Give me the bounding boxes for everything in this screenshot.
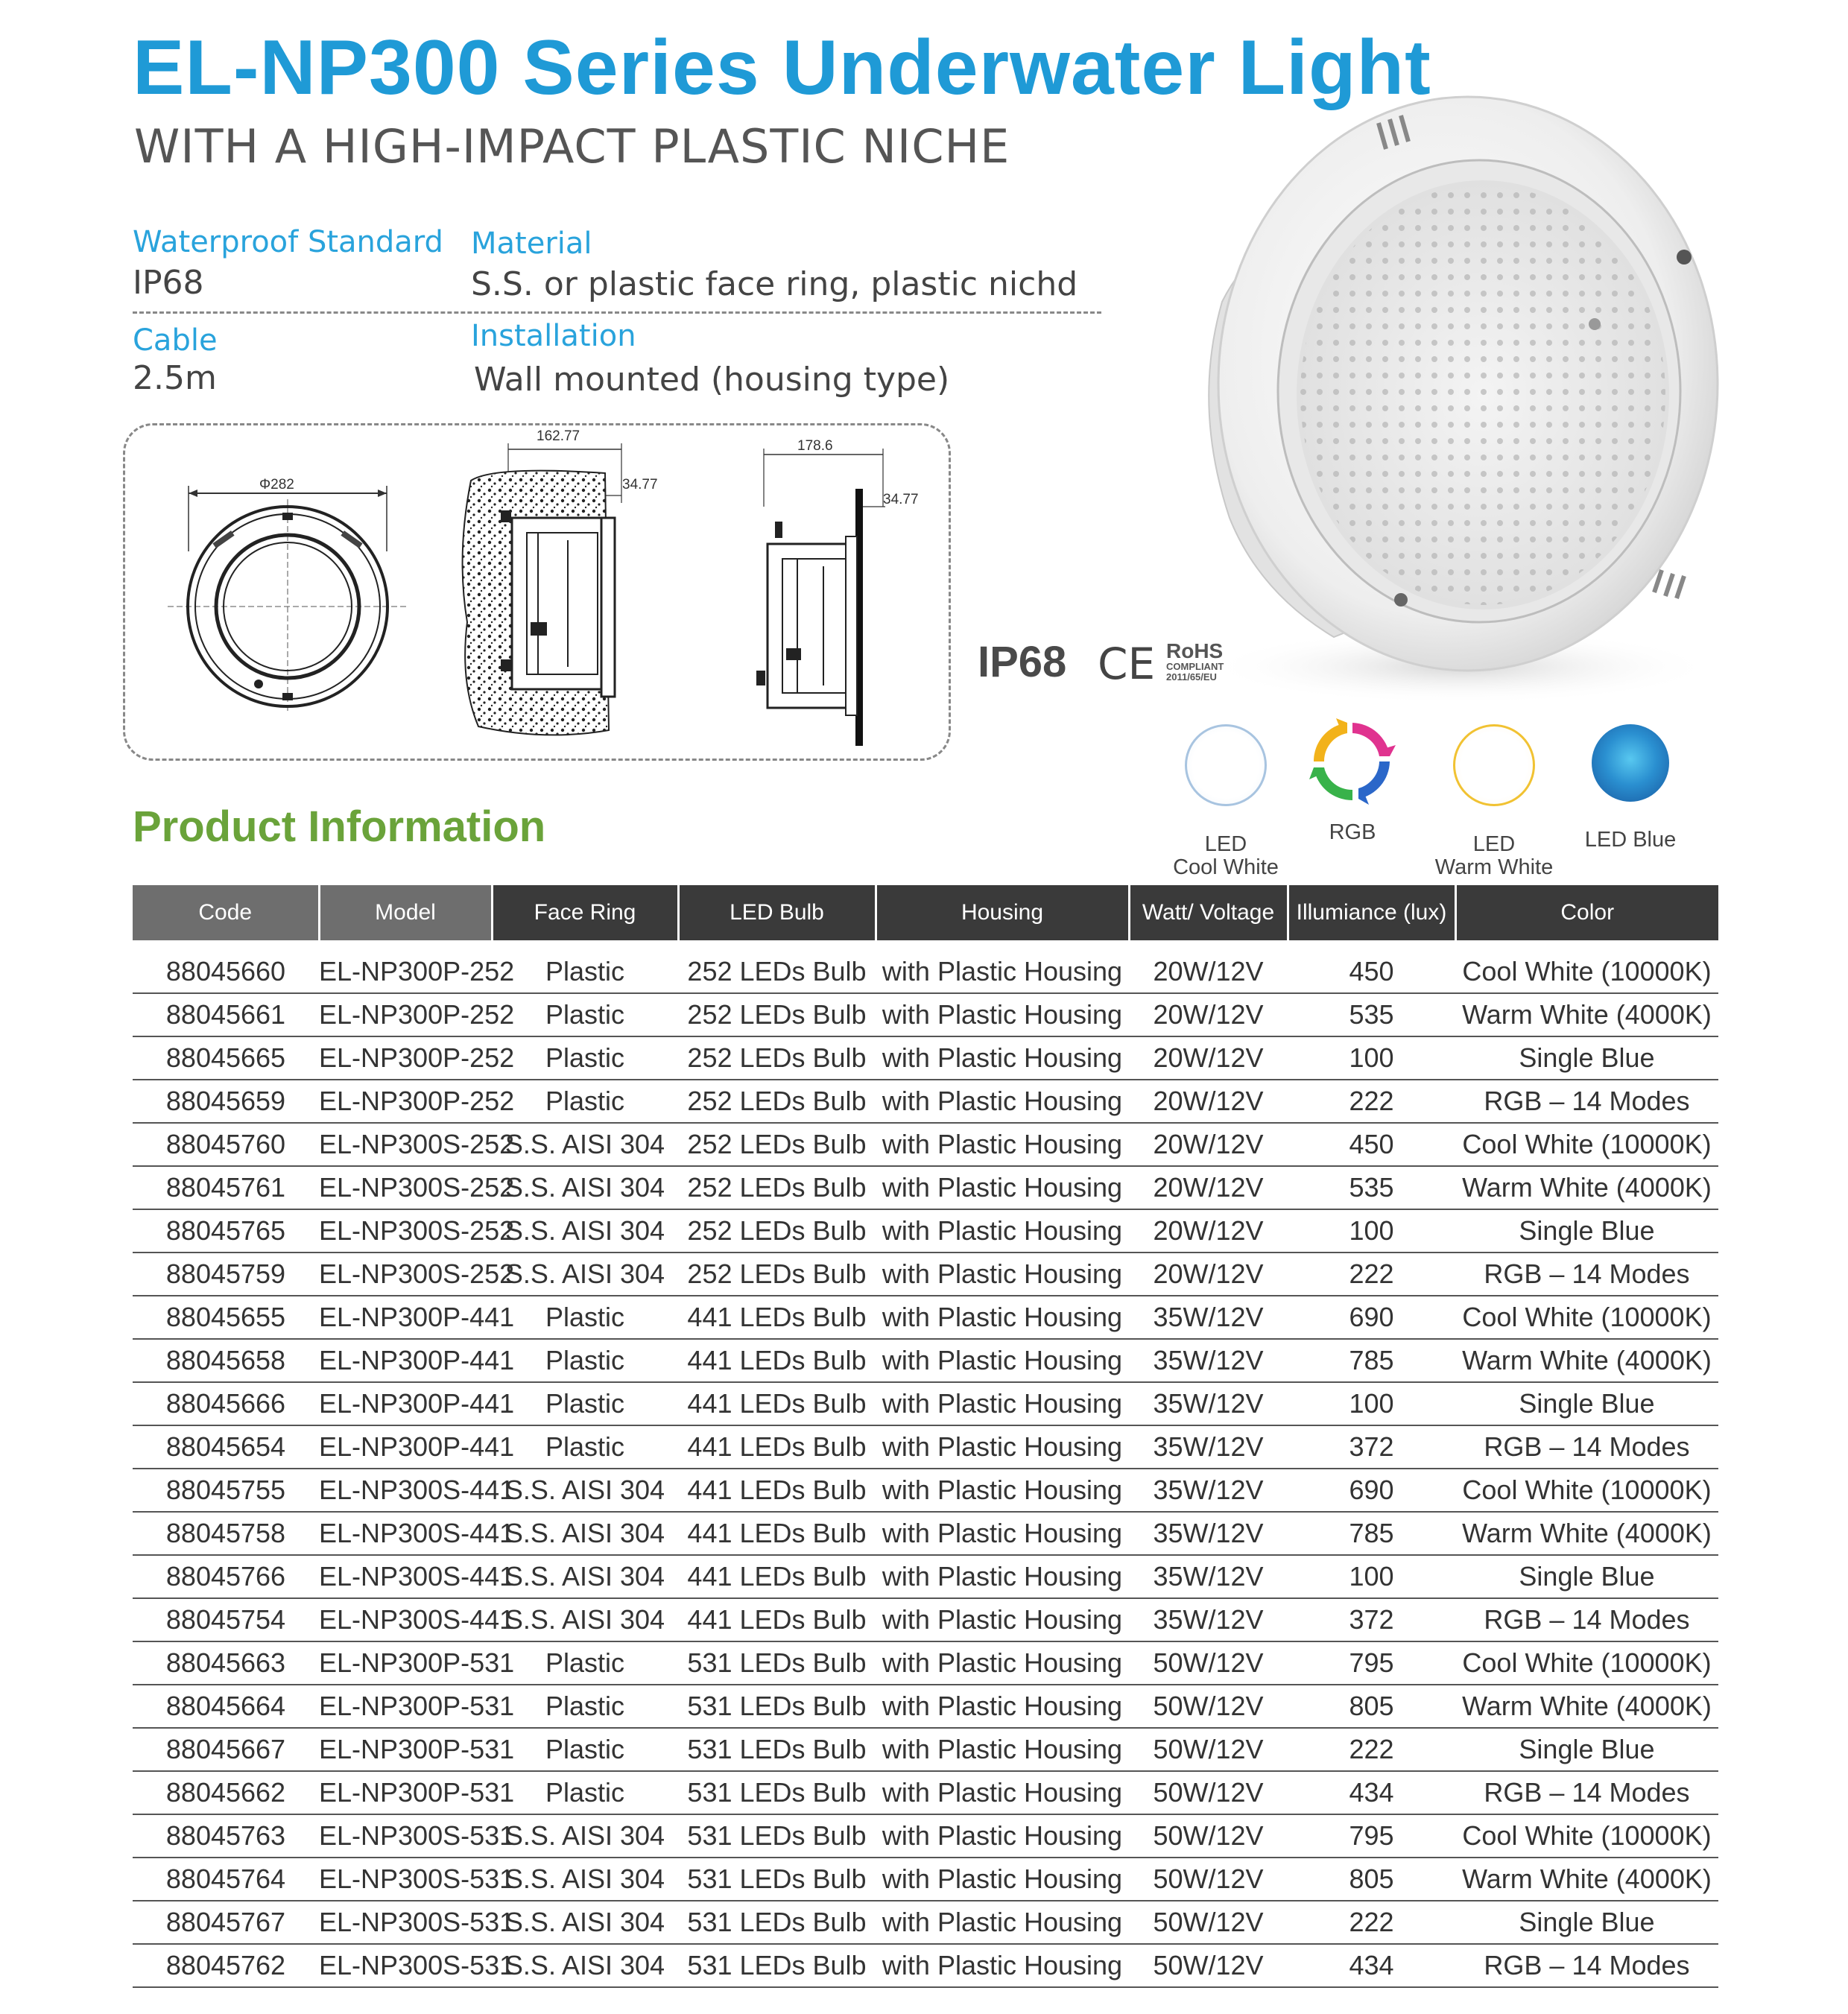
cell-led-bulb: 441 LEDs Bulb bbox=[678, 1555, 876, 1598]
cell-model: EL-NP300S-531 bbox=[319, 1944, 492, 1987]
cell-code: 88045759 bbox=[133, 1253, 319, 1296]
cell-model: EL-NP300S-441 bbox=[319, 1555, 492, 1598]
side2-width-label: 178.6 bbox=[797, 438, 833, 454]
spec-material-label: Material bbox=[471, 227, 592, 261]
cell-face-ring: S.S. AISI 304 bbox=[492, 1253, 678, 1296]
cell-led-bulb: 531 LEDs Bulb bbox=[678, 1771, 876, 1814]
cell-led-bulb: 531 LEDs Bulb bbox=[678, 1814, 876, 1858]
cell-model: EL-NP300P-252 bbox=[319, 1036, 492, 1080]
cell-code: 88045659 bbox=[133, 1080, 319, 1123]
color-option-blue bbox=[1545, 724, 1716, 852]
cell-model: EL-NP300P-441 bbox=[319, 1425, 492, 1469]
cell-model: EL-NP300P-441 bbox=[319, 1382, 492, 1425]
cell-watt-voltage: 50W/12V bbox=[1129, 1728, 1288, 1771]
cell-illuminance: 100 bbox=[1288, 1036, 1455, 1080]
cell-face-ring: Plastic bbox=[492, 993, 678, 1036]
cell-led-bulb: 441 LEDs Bulb bbox=[678, 1598, 876, 1641]
cell-face-ring: Plastic bbox=[492, 1685, 678, 1728]
cell-model: EL-NP300P-441 bbox=[319, 1339, 492, 1382]
cell-led-bulb: 441 LEDs Bulb bbox=[678, 1469, 876, 1512]
cell-model: EL-NP300S-441 bbox=[319, 1598, 492, 1641]
header-watt-voltage: Watt/ Voltage bbox=[1129, 885, 1288, 940]
cell-led-bulb: 252 LEDs Bulb bbox=[678, 951, 876, 993]
cell-housing: with Plastic Housing bbox=[876, 1339, 1129, 1382]
cell-color: RGB – 14 Modes bbox=[1455, 1944, 1718, 1987]
cell-code: 88045761 bbox=[133, 1166, 319, 1209]
cell-model: EL-NP300P-252 bbox=[319, 951, 492, 993]
cell-model: EL-NP300S-252 bbox=[319, 1253, 492, 1296]
cell-housing: with Plastic Housing bbox=[876, 1771, 1129, 1814]
cell-model: EL-NP300S-252 bbox=[319, 1123, 492, 1166]
cell-illuminance: 690 bbox=[1288, 1469, 1455, 1512]
cell-housing: with Plastic Housing bbox=[876, 1814, 1129, 1858]
cell-led-bulb: 252 LEDs Bulb bbox=[678, 1080, 876, 1123]
cell-color: Single Blue bbox=[1455, 1036, 1718, 1080]
cell-code: 88045658 bbox=[133, 1339, 319, 1382]
table-row bbox=[133, 1469, 1718, 1512]
side1-depth-label: 34.77 bbox=[622, 477, 658, 493]
cell-watt-voltage: 20W/12V bbox=[1129, 1123, 1288, 1166]
cell-housing: with Plastic Housing bbox=[876, 1123, 1129, 1166]
header-face-ring: Face Ring bbox=[492, 885, 678, 940]
table-row bbox=[133, 1685, 1718, 1728]
table-row bbox=[133, 1123, 1718, 1166]
cell-model: EL-NP300P-531 bbox=[319, 1728, 492, 1771]
spec-waterproof-value: IP68 bbox=[133, 264, 204, 302]
cell-color: RGB – 14 Modes bbox=[1455, 1771, 1718, 1814]
cell-watt-voltage: 50W/12V bbox=[1129, 1641, 1288, 1685]
cell-housing: with Plastic Housing bbox=[876, 1253, 1129, 1296]
table-row bbox=[133, 1728, 1718, 1771]
cell-face-ring: S.S. AISI 304 bbox=[492, 1944, 678, 1987]
cell-code: 88045764 bbox=[133, 1858, 319, 1901]
cell-housing: with Plastic Housing bbox=[876, 1036, 1129, 1080]
product-information-heading: Product Information bbox=[133, 802, 546, 851]
cell-led-bulb: 252 LEDs Bulb bbox=[678, 1253, 876, 1296]
cell-led-bulb: 441 LEDs Bulb bbox=[678, 1339, 876, 1382]
cell-illuminance: 795 bbox=[1288, 1641, 1455, 1685]
cell-color: Warm White (4000K) bbox=[1455, 1858, 1718, 1901]
cell-face-ring: S.S. AISI 304 bbox=[492, 1512, 678, 1555]
front-diameter-label: Φ282 bbox=[259, 477, 294, 493]
cell-code: 88045667 bbox=[133, 1728, 319, 1771]
cell-illuminance: 795 bbox=[1288, 1814, 1455, 1858]
cell-led-bulb: 531 LEDs Bulb bbox=[678, 1858, 876, 1901]
cell-color: Single Blue bbox=[1455, 1209, 1718, 1253]
cell-watt-voltage: 20W/12V bbox=[1129, 1253, 1288, 1296]
rohs-directive: 2011/65/EU bbox=[1166, 671, 1217, 683]
cell-led-bulb: 531 LEDs Bulb bbox=[678, 1641, 876, 1685]
rohs-compliant: COMPLIANT bbox=[1166, 661, 1224, 672]
side1-width-label: 162.77 bbox=[537, 428, 580, 444]
cell-illuminance: 535 bbox=[1288, 993, 1455, 1036]
cell-code: 88045763 bbox=[133, 1814, 319, 1858]
cell-watt-voltage: 20W/12V bbox=[1129, 1036, 1288, 1080]
cell-led-bulb: 252 LEDs Bulb bbox=[678, 1123, 876, 1166]
cell-illuminance: 372 bbox=[1288, 1425, 1455, 1469]
cell-led-bulb: 441 LEDs Bulb bbox=[678, 1425, 876, 1469]
cell-illuminance: 222 bbox=[1288, 1728, 1455, 1771]
cell-illuminance: 690 bbox=[1288, 1296, 1455, 1339]
cell-watt-voltage: 20W/12V bbox=[1129, 1080, 1288, 1123]
cell-face-ring: Plastic bbox=[492, 1771, 678, 1814]
cell-face-ring: Plastic bbox=[492, 951, 678, 993]
cell-face-ring: Plastic bbox=[492, 1641, 678, 1685]
cell-watt-voltage: 50W/12V bbox=[1129, 1771, 1288, 1814]
cell-code: 88045758 bbox=[133, 1512, 319, 1555]
cell-led-bulb: 441 LEDs Bulb bbox=[678, 1512, 876, 1555]
cell-color: Single Blue bbox=[1455, 1728, 1718, 1771]
cell-watt-voltage: 35W/12V bbox=[1129, 1382, 1288, 1425]
cell-housing: with Plastic Housing bbox=[876, 1555, 1129, 1598]
cell-code: 88045767 bbox=[133, 1901, 319, 1944]
table-row bbox=[133, 1944, 1718, 1987]
table-row bbox=[133, 1382, 1718, 1425]
cell-led-bulb: 441 LEDs Bulb bbox=[678, 1296, 876, 1339]
product-table bbox=[133, 885, 1718, 1988]
cell-led-bulb: 252 LEDs Bulb bbox=[678, 993, 876, 1036]
page-subtitle: WITH A HIGH-IMPACT PLASTIC NICHE bbox=[134, 119, 1010, 174]
cell-watt-voltage: 35W/12V bbox=[1129, 1512, 1288, 1555]
cell-watt-voltage: 20W/12V bbox=[1129, 993, 1288, 1036]
cell-watt-voltage: 20W/12V bbox=[1129, 1209, 1288, 1253]
spec-waterproof-label: Waterproof Standard bbox=[133, 225, 443, 259]
cell-model: EL-NP300S-252 bbox=[319, 1209, 492, 1253]
cell-watt-voltage: 50W/12V bbox=[1129, 1814, 1288, 1858]
cell-illuminance: 372 bbox=[1288, 1598, 1455, 1641]
cell-housing: with Plastic Housing bbox=[876, 1296, 1129, 1339]
cell-face-ring: S.S. AISI 304 bbox=[492, 1166, 678, 1209]
cell-code: 88045662 bbox=[133, 1771, 319, 1814]
cell-illuminance: 450 bbox=[1288, 951, 1455, 993]
cell-face-ring: Plastic bbox=[492, 1728, 678, 1771]
cell-color: RGB – 14 Modes bbox=[1455, 1253, 1718, 1296]
cell-illuminance: 785 bbox=[1288, 1339, 1455, 1382]
cell-model: EL-NP300P-252 bbox=[319, 1080, 492, 1123]
cell-model: EL-NP300S-531 bbox=[319, 1814, 492, 1858]
table-row bbox=[133, 1858, 1718, 1901]
header-code: Code bbox=[133, 885, 319, 940]
cell-illuminance: 434 bbox=[1288, 1771, 1455, 1814]
cell-code: 88045654 bbox=[133, 1425, 319, 1469]
table-row bbox=[133, 1080, 1718, 1123]
cell-watt-voltage: 50W/12V bbox=[1129, 1685, 1288, 1728]
cell-model: EL-NP300P-441 bbox=[319, 1296, 492, 1339]
cell-led-bulb: 531 LEDs Bulb bbox=[678, 1728, 876, 1771]
table-header-row bbox=[133, 885, 1718, 940]
cell-led-bulb: 531 LEDs Bulb bbox=[678, 1685, 876, 1728]
cell-illuminance: 805 bbox=[1288, 1858, 1455, 1901]
rohs-title: RoHS bbox=[1166, 639, 1224, 662]
cell-illuminance: 785 bbox=[1288, 1512, 1455, 1555]
cell-face-ring: S.S. AISI 304 bbox=[492, 1555, 678, 1598]
header-model: Model bbox=[319, 885, 492, 940]
cell-housing: with Plastic Housing bbox=[876, 1382, 1129, 1425]
cell-housing: with Plastic Housing bbox=[876, 1901, 1129, 1944]
cell-color: Warm White (4000K) bbox=[1455, 1685, 1718, 1728]
cell-color: RGB – 14 Modes bbox=[1455, 1080, 1718, 1123]
cell-housing: with Plastic Housing bbox=[876, 1858, 1129, 1901]
spec-installation-value: Wall mounted (housing type) bbox=[474, 361, 950, 399]
cell-model: EL-NP300P-252 bbox=[319, 993, 492, 1036]
cell-code: 88045754 bbox=[133, 1598, 319, 1641]
cell-watt-voltage: 20W/12V bbox=[1129, 1166, 1288, 1209]
cell-face-ring: Plastic bbox=[492, 1036, 678, 1080]
cell-led-bulb: 252 LEDs Bulb bbox=[678, 1166, 876, 1209]
cell-code: 88045665 bbox=[133, 1036, 319, 1080]
cell-model: EL-NP300S-531 bbox=[319, 1901, 492, 1944]
cell-color: Cool White (10000K) bbox=[1455, 1469, 1718, 1512]
cell-illuminance: 100 bbox=[1288, 1382, 1455, 1425]
cell-code: 88045760 bbox=[133, 1123, 319, 1166]
table-row bbox=[133, 1512, 1718, 1555]
cell-housing: with Plastic Housing bbox=[876, 1728, 1129, 1771]
spec-installation-label: Installation bbox=[471, 319, 636, 353]
cell-watt-voltage: 35W/12V bbox=[1129, 1296, 1288, 1339]
cell-code: 88045755 bbox=[133, 1469, 319, 1512]
cell-color: Cool White (10000K) bbox=[1455, 951, 1718, 993]
cell-face-ring: Plastic bbox=[492, 1296, 678, 1339]
cell-color: Single Blue bbox=[1455, 1901, 1718, 1944]
cell-illuminance: 535 bbox=[1288, 1166, 1455, 1209]
spec-divider bbox=[133, 311, 1101, 314]
table-row bbox=[133, 1166, 1718, 1209]
table-row bbox=[133, 1036, 1718, 1080]
table-row bbox=[133, 1209, 1718, 1253]
cell-face-ring: S.S. AISI 304 bbox=[492, 1469, 678, 1512]
cell-led-bulb: 531 LEDs Bulb bbox=[678, 1944, 876, 1987]
cell-color: Cool White (10000K) bbox=[1455, 1814, 1718, 1858]
cell-code: 88045655 bbox=[133, 1296, 319, 1339]
table-spacer bbox=[133, 940, 1718, 951]
table-row bbox=[133, 1641, 1718, 1685]
cell-color: Warm White (4000K) bbox=[1455, 1512, 1718, 1555]
color-option-label: RGB bbox=[1329, 820, 1376, 844]
cell-face-ring: Plastic bbox=[492, 1080, 678, 1123]
product-photo bbox=[1148, 56, 1729, 712]
cell-illuminance: 222 bbox=[1288, 1901, 1455, 1944]
cell-watt-voltage: 35W/12V bbox=[1129, 1339, 1288, 1382]
cool-white-swatch bbox=[1185, 724, 1267, 806]
cell-watt-voltage: 35W/12V bbox=[1129, 1555, 1288, 1598]
table-row bbox=[133, 1598, 1718, 1641]
cell-housing: with Plastic Housing bbox=[876, 951, 1129, 993]
cell-illuminance: 434 bbox=[1288, 1944, 1455, 1987]
table-row bbox=[133, 1814, 1718, 1858]
cell-code: 88045663 bbox=[133, 1641, 319, 1685]
table-row bbox=[133, 1296, 1718, 1339]
header-housing: Housing bbox=[876, 885, 1129, 940]
cell-color: RGB – 14 Modes bbox=[1455, 1425, 1718, 1469]
cell-color: Single Blue bbox=[1455, 1555, 1718, 1598]
cell-illuminance: 100 bbox=[1288, 1209, 1455, 1253]
cell-face-ring: S.S. AISI 304 bbox=[492, 1814, 678, 1858]
color-option-label: LED Blue bbox=[1584, 828, 1677, 852]
cell-housing: with Plastic Housing bbox=[876, 1598, 1129, 1641]
cell-color: Single Blue bbox=[1455, 1382, 1718, 1425]
cell-led-bulb: 531 LEDs Bulb bbox=[678, 1901, 876, 1944]
cell-code: 88045766 bbox=[133, 1555, 319, 1598]
cell-color: Warm White (4000K) bbox=[1455, 993, 1718, 1036]
cell-led-bulb: 252 LEDs Bulb bbox=[678, 1209, 876, 1253]
cell-housing: with Plastic Housing bbox=[876, 1685, 1129, 1728]
cell-code: 88045660 bbox=[133, 951, 319, 993]
cell-face-ring: S.S. AISI 304 bbox=[492, 1123, 678, 1166]
cell-housing: with Plastic Housing bbox=[876, 1512, 1129, 1555]
side-view-wall-drawing bbox=[456, 436, 642, 749]
table-row bbox=[133, 1253, 1718, 1296]
cell-color: Cool White (10000K) bbox=[1455, 1123, 1718, 1166]
cell-housing: with Plastic Housing bbox=[876, 1209, 1129, 1253]
cell-code: 88045664 bbox=[133, 1685, 319, 1728]
cell-model: EL-NP300P-531 bbox=[319, 1641, 492, 1685]
cell-led-bulb: 441 LEDs Bulb bbox=[678, 1382, 876, 1425]
side2-depth-label: 34.77 bbox=[883, 492, 919, 507]
table-row bbox=[133, 1425, 1718, 1469]
table-row bbox=[133, 1771, 1718, 1814]
cell-color: Cool White (10000K) bbox=[1455, 1296, 1718, 1339]
table-row bbox=[133, 993, 1718, 1036]
cell-housing: with Plastic Housing bbox=[876, 1641, 1129, 1685]
cell-illuminance: 100 bbox=[1288, 1555, 1455, 1598]
cell-housing: with Plastic Housing bbox=[876, 1166, 1129, 1209]
cell-face-ring: Plastic bbox=[492, 1339, 678, 1382]
cell-code: 88045762 bbox=[133, 1944, 319, 1987]
cell-housing: with Plastic Housing bbox=[876, 1469, 1129, 1512]
table-row bbox=[133, 1901, 1718, 1944]
cell-watt-voltage: 35W/12V bbox=[1129, 1425, 1288, 1469]
header-illuminance: Illumiance (lux) bbox=[1288, 885, 1455, 940]
blue-swatch bbox=[1592, 724, 1669, 802]
cell-watt-voltage: 35W/12V bbox=[1129, 1469, 1288, 1512]
cell-watt-voltage: 50W/12V bbox=[1129, 1858, 1288, 1901]
ip68-badge: IP68 bbox=[978, 638, 1067, 686]
cell-watt-voltage: 50W/12V bbox=[1129, 1901, 1288, 1944]
cell-model: EL-NP300S-531 bbox=[319, 1858, 492, 1901]
cell-model: EL-NP300S-441 bbox=[319, 1469, 492, 1512]
table-row bbox=[133, 1339, 1718, 1382]
cell-watt-voltage: 35W/12V bbox=[1129, 1598, 1288, 1641]
table-row bbox=[133, 951, 1718, 993]
rohs-badge bbox=[1166, 641, 1224, 683]
cell-color: Cool White (10000K) bbox=[1455, 1641, 1718, 1685]
cell-face-ring: S.S. AISI 304 bbox=[492, 1901, 678, 1944]
warm-white-swatch bbox=[1453, 724, 1535, 806]
cell-face-ring: Plastic bbox=[492, 1382, 678, 1425]
cell-housing: with Plastic Housing bbox=[876, 1425, 1129, 1469]
cell-watt-voltage: 50W/12V bbox=[1129, 1944, 1288, 1987]
cell-model: EL-NP300P-531 bbox=[319, 1771, 492, 1814]
cell-color: Warm White (4000K) bbox=[1455, 1339, 1718, 1382]
cell-code: 88045661 bbox=[133, 993, 319, 1036]
cell-housing: with Plastic Housing bbox=[876, 993, 1129, 1036]
cell-face-ring: S.S. AISI 304 bbox=[492, 1209, 678, 1253]
spec-material-value: S.S. or plastic face ring, plastic nichd bbox=[471, 265, 1078, 303]
cell-model: EL-NP300S-252 bbox=[319, 1166, 492, 1209]
cell-illuminance: 805 bbox=[1288, 1685, 1455, 1728]
cell-illuminance: 222 bbox=[1288, 1253, 1455, 1296]
cell-code: 88045765 bbox=[133, 1209, 319, 1253]
cell-face-ring: S.S. AISI 304 bbox=[492, 1598, 678, 1641]
header-led-bulb: LED Bulb bbox=[678, 885, 876, 940]
page-title: EL-NP300 Series Underwater Light bbox=[133, 25, 1431, 111]
cell-model: EL-NP300P-531 bbox=[319, 1685, 492, 1728]
cell-code: 88045666 bbox=[133, 1382, 319, 1425]
cell-illuminance: 222 bbox=[1288, 1080, 1455, 1123]
spec-cable-label: Cable bbox=[133, 323, 218, 358]
cell-illuminance: 450 bbox=[1288, 1123, 1455, 1166]
rgb-cycle-icon bbox=[1306, 715, 1399, 808]
cell-face-ring: S.S. AISI 304 bbox=[492, 1858, 678, 1901]
table-row bbox=[133, 1555, 1718, 1598]
cell-color: RGB – 14 Modes bbox=[1455, 1598, 1718, 1641]
cell-housing: with Plastic Housing bbox=[876, 1944, 1129, 1987]
cell-face-ring: Plastic bbox=[492, 1425, 678, 1469]
header-color: Color bbox=[1455, 885, 1718, 940]
cell-color: Warm White (4000K) bbox=[1455, 1166, 1718, 1209]
front-view-drawing bbox=[168, 469, 414, 715]
ce-mark: CE bbox=[1098, 639, 1156, 689]
cell-led-bulb: 252 LEDs Bulb bbox=[678, 1036, 876, 1080]
cell-housing: with Plastic Housing bbox=[876, 1080, 1129, 1123]
cell-model: EL-NP300S-441 bbox=[319, 1512, 492, 1555]
color-option-label: LED Cool White bbox=[1173, 832, 1279, 879]
cell-watt-voltage: 20W/12V bbox=[1129, 951, 1288, 993]
color-option-label: LED Warm White bbox=[1434, 832, 1554, 879]
table-body bbox=[133, 940, 1718, 1987]
spec-cable-value: 2.5m bbox=[133, 359, 217, 397]
